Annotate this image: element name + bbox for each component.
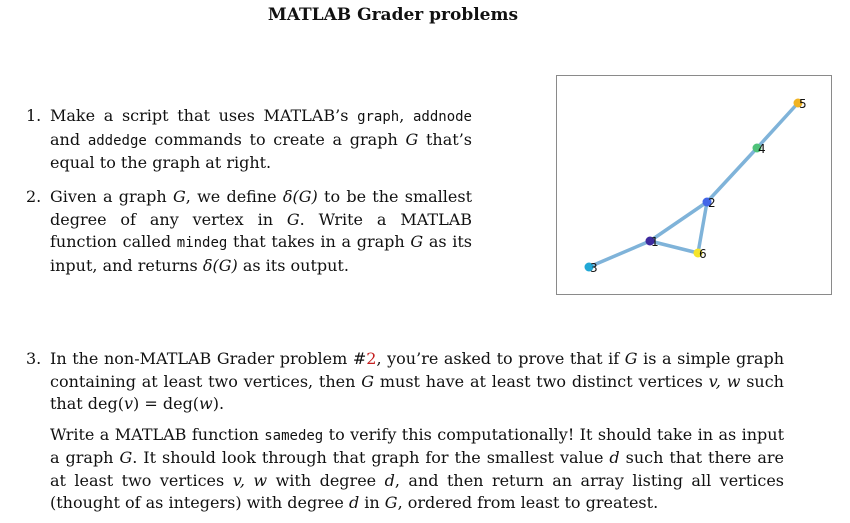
problem-1-number: 1. [26, 106, 42, 125]
math-var: G [172, 187, 186, 206]
math-var: v, w [232, 470, 268, 490]
text-run: that takes in a graph [227, 232, 411, 251]
text-run: Write a MATLAB function [50, 424, 265, 444]
problem-2-text [50, 186, 472, 277]
math-var: G [384, 493, 398, 512]
text-run: , ordered from least to greatest. [397, 493, 659, 512]
text-run: to verify this computationally! It should take in as input a graph [50, 424, 785, 467]
graph-edge-6-2 [698, 202, 707, 253]
text-run: , and then return an array listing all vertices (thought of as integers) with degree [50, 470, 784, 512]
text-run: must have at least two distinct vertices [374, 371, 709, 391]
problem-3-number: 3. [26, 349, 42, 368]
graph-node-label-5: 5 [799, 97, 807, 111]
page-title: MATLAB Grader problems [267, 5, 519, 25]
text-run: ) = deg( [133, 394, 200, 413]
text-run: . It should look through that graph for the smallest value [132, 448, 610, 467]
graph-figure [556, 75, 832, 295]
graph-edge-2-4 [707, 148, 757, 202]
text-run: such that deg( [50, 371, 784, 413]
code-addedge: addedge [87, 132, 147, 149]
text-run: , [399, 106, 413, 125]
text-run: in [359, 493, 385, 512]
math-expr: δ(G) [282, 187, 318, 206]
math-var: G [361, 371, 375, 391]
text-run: Given a graph [50, 187, 173, 206]
graph-node-label-4: 4 [758, 142, 766, 156]
graph-edge-3-1 [589, 241, 650, 267]
code-mindeg: mindeg [176, 235, 228, 251]
math-var: v [123, 394, 134, 413]
code-addnode: addnode [412, 109, 472, 125]
text-run: In the non-MATLAB Grader problem # [50, 349, 367, 368]
math-var: d [384, 470, 395, 490]
text-run: Make a script that uses MATLAB’s [50, 106, 358, 125]
text-run: that’s equal to the graph at right. [50, 129, 473, 172]
graph-node-label-6: 6 [699, 247, 707, 261]
text-run: ). [212, 394, 225, 413]
math-var: G [119, 448, 133, 467]
math-var: v, w [708, 371, 741, 391]
problem-2-number: 2. [26, 187, 42, 206]
graph-node-label-1: 1 [651, 235, 659, 249]
text-run: , we define [185, 187, 283, 206]
graph-node-label-2: 2 [708, 196, 716, 210]
math-var: G [624, 349, 638, 368]
problem-3-text [50, 348, 784, 515]
text-run: commands to create a graph [146, 129, 406, 149]
code-graph: graph [357, 109, 400, 125]
text-run: , you’re asked to prove that if [376, 349, 625, 368]
math-var: d [348, 493, 360, 512]
graph-node-label-3: 3 [590, 261, 598, 275]
text-run: as its input, and returns [50, 232, 472, 275]
text-run: as its output. [237, 255, 349, 275]
math-expr: δ(G) [202, 255, 238, 275]
problem-1-text [50, 105, 472, 175]
math-var: w [199, 394, 213, 413]
graph-plot [557, 76, 831, 294]
problem-reference-link[interactable]: 2 [366, 349, 377, 368]
text-run: with degree [267, 470, 385, 490]
text-run: is a simple graph containing at least two vertices, then [50, 349, 784, 391]
text-run: such that there are at least two vertices [50, 448, 785, 490]
code-samedeg: samedeg [264, 427, 324, 444]
text-run: and [50, 129, 88, 149]
text-run: to be the smallest degree of any vertex in [50, 187, 472, 229]
math-var: G [405, 129, 419, 149]
math-var: G [286, 209, 300, 229]
math-var: d [609, 448, 620, 467]
math-var: G [410, 232, 424, 251]
text-run: . Write a MATLAB function called [50, 209, 473, 251]
